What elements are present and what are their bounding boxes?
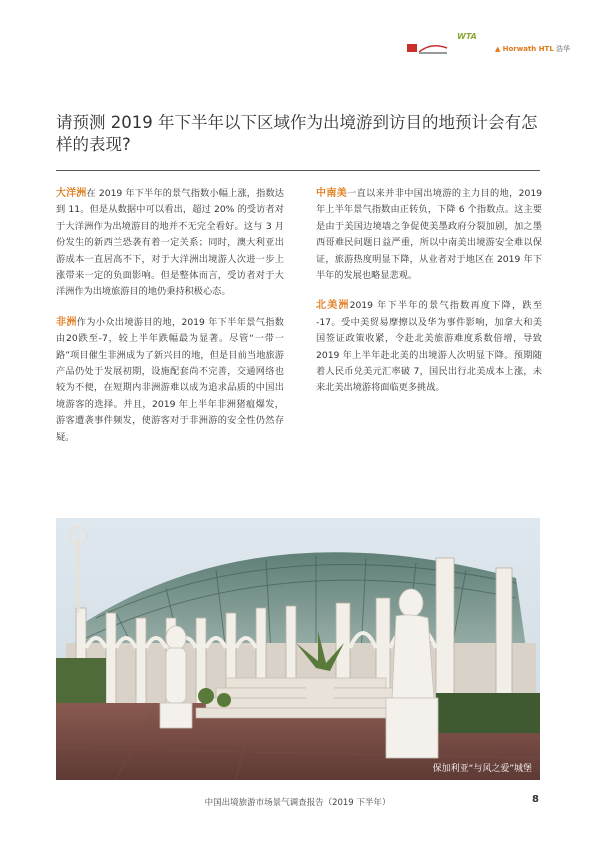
footer-report-title: 中国出境旅游市场景气调查报告（2019 下半年）: [204, 798, 391, 808]
castle-photo: [56, 518, 540, 780]
castle-illustration: [56, 518, 540, 780]
partner-logo: [407, 42, 449, 56]
region-text: 2019 年下半年的景气指数再度下降，跌至 -17。受中美贸易摩擦以及华为事件影响，加拿大和美国签证政策收紧，令赴北美旅游难度系数倍增，导致 2019 年上半年赴北美的出境游人次明显下降。预期随着人民币兑美元汇率破 7，国民出行北美成本上涨，未来北美出境游将面临更多挑战。: [316, 300, 543, 394]
horwath-brand-label: Horwath HTL: [502, 45, 554, 53]
region-paragraph-north-america: [316, 298, 542, 396]
region-text: 一直以来并非中国出境游的主力目的地，2019 年上半年景气指数由正转负，下降 6 个指数点。这主要是由于美国边境墙之争促使美墨政府分裂加剧，加之墨西哥难民问题日益严重，所以中南美出境游安全难以保证，旅游热度明显下降，从业者对于地区在 2019 年下半年的发展也略显悲观。: [316, 188, 543, 282]
right-column: [316, 186, 542, 411]
page-number: 8: [532, 794, 539, 805]
region-label: 北美洲: [316, 300, 350, 312]
region-text: 在 2019 年下半年的景气指数小幅上涨，指数达到 11。但是从数据中可以看出，超过 20% 的受访者对于大洋洲作为出境游目的地并不无完全看好。这与 3 月份发生的新西兰恐袭有着一定关系；同时，澳大利亚出游成本一直居高不下，对于大洋洲出境游人次进一步上涨带来一定的负面影响。但是整体而言，受访者对于大洋洲作为出境旅游目的地仍秉持积极心态。: [56, 188, 284, 298]
region-text: 作为小众出境游目的地，2019 年下半年景气指数由20跌至-7，较上半年跌幅最为显著。尽管“一带一路”项目催生非洲成为了新兴目的地，但是目前当地旅游产品仍处于发展初期，设施配套尚不完善，交通网络也较为不便，在短期内非洲游难以成为追求品质的中国出境游客的选择。并且，2019 年上半年非洲猪瘟爆发，游客遭袭事件频发，使游客对于非洲游的安全性仍然存疑。: [56, 316, 284, 443]
photo-caption: 保加利亚“与风之爱”城堡: [432, 764, 532, 774]
wta-logo: WTA: [457, 32, 477, 41]
left-column: [56, 186, 284, 460]
horwath-mark-icon: ▲: [495, 45, 501, 53]
region-paragraph-oceania: [56, 186, 284, 301]
region-label: 非洲: [56, 316, 77, 328]
title-divider: [56, 170, 540, 171]
region-label: 中南美: [316, 188, 348, 199]
horwath-logo: [495, 44, 570, 54]
partner-logo-icon: [407, 42, 449, 56]
region-paragraph-africa: [56, 315, 284, 446]
header-logos: [397, 28, 571, 64]
question-title: 请预测 2019 年下半年以下区域作为出境游到访目的地预计会有怎样的表现?: [56, 113, 538, 154]
region-paragraph-latin-america: [316, 186, 542, 284]
horwath-brand-cn: 浩华: [556, 45, 571, 53]
region-label: 大洋洲: [56, 188, 87, 199]
